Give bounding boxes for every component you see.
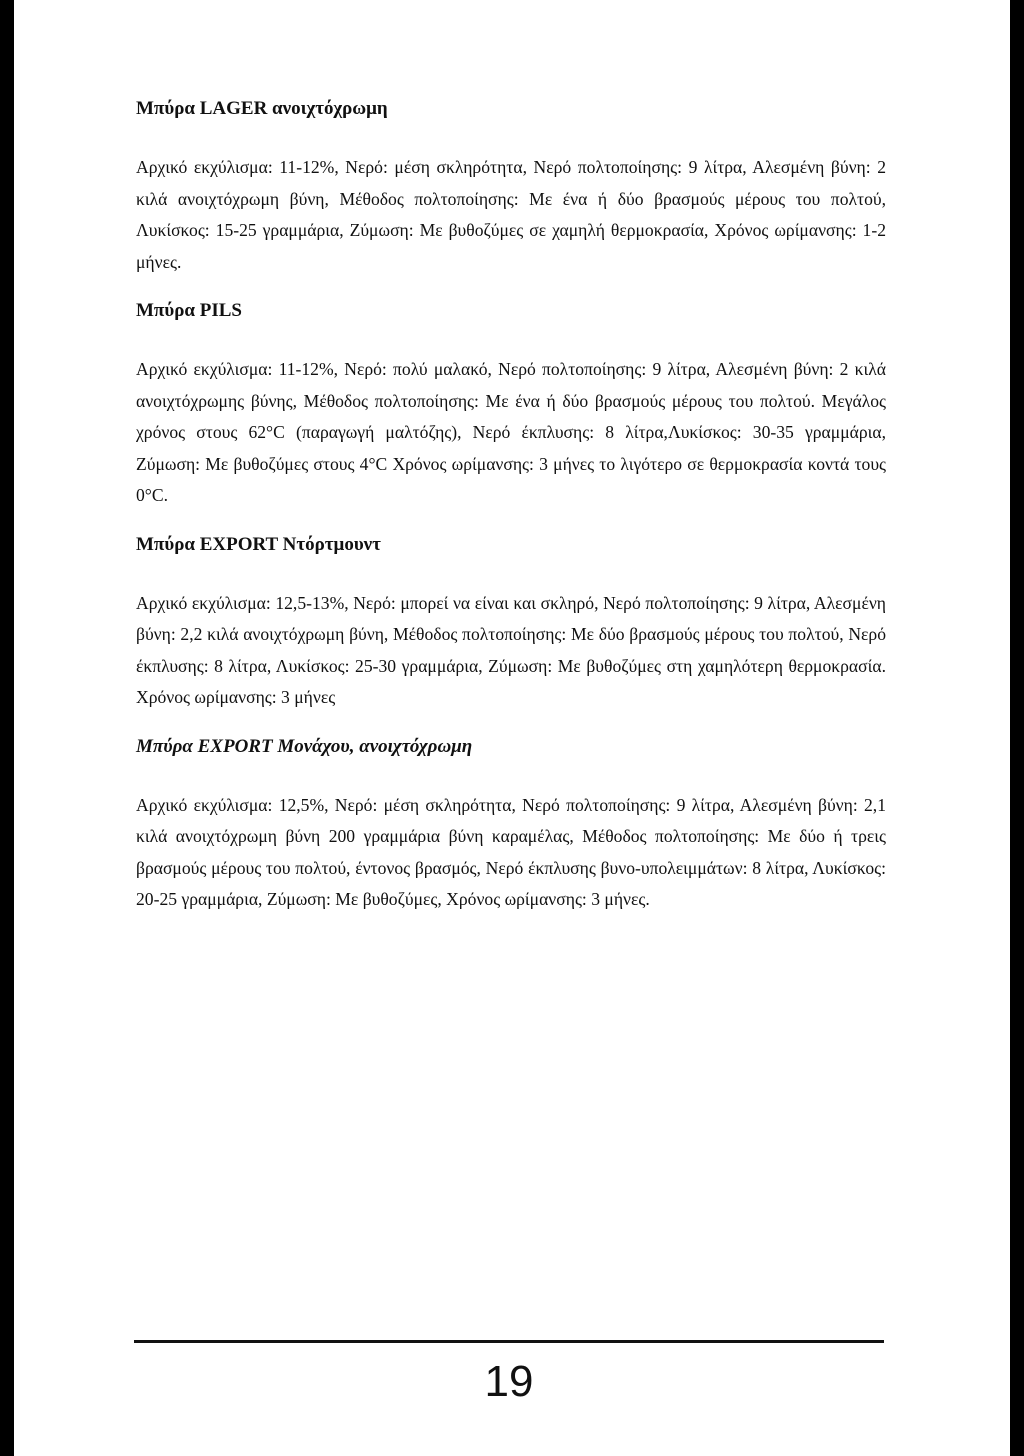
section-pils	[136, 298, 886, 512]
footer-divider	[134, 1340, 884, 1343]
document-page	[14, 0, 1010, 1456]
section-export-munich	[136, 734, 886, 916]
document-content	[136, 96, 886, 916]
section-body: Αρχικό εκχύλισμα: 11-12%, Νερό: πολύ μαλακό, Νερό πολτοποίησης: 9 λίτρα, Αλεσμένη βύνη: 2 κιλά ανοιχτόχρωμης βύνης, Μέθοδος πολτοποίησης: Με ένα ή δύο βρασμούς μέρους του πολτού. Μεγάλος χρόνος στους 62°C (παραγωγή μαλτόζης), Νερό έκπλυσης: 8 λίτρα,Λυκίσκος: 30-35 γραμμάρια, Ζύμωση: Με βυθοζύμες στους 4°C Χρόνος ωρίμανσης: 3 μήνες το λιγότερο σε θερμοκρασία κοντά τους 0°C.	[136, 359, 886, 505]
section-heading: Μπύρα EXPORT Ντόρτμουντ	[136, 533, 381, 555]
section-heading: Μπύρα PILS	[136, 300, 242, 321]
section-body: Αρχικό εκχύλισμα: 11-12%, Νερό: μέση σκληρότητα, Νερό πολτοποίησης: 9 λίτρα, Αλεσμένη βύνη: 2 κιλά ανοιχτόχρωμη βύνη, Μέθοδος πολτοποίησης: Με ένα ή δύο βρασμούς μέρους του πολτού, Λυκίσκος: 15-25 γραμμάρια, Ζύμωση: Με βυθοζύμες σε χαμηλή θερμοκρασία, Χρόνος ωρίμανσης: 1-2 μήνες.	[136, 157, 886, 272]
page-number: 19	[484, 1357, 534, 1406]
section-export-dortmund	[136, 532, 886, 714]
section-heading: Μπύρα EXPORT Μονάχου, ανοιχτόχρωμη	[136, 735, 473, 757]
section-lager	[136, 96, 886, 278]
section-body: Αρχικό εκχύλισμα: 12,5-13%, Νερό: μπορεί να είναι και σκληρό, Νερό πολτοποίησης: 9 λίτρα, Αλεσμένη βύνη: 2,2 κιλά ανοιχτόχρωμη βύνη, Μέθοδος πολτοποίησης: Με δύο βρασμούς μέρους του πολτού, Νερό έκπλυσης: 8 λίτρα, Λυκίσκος: 25-30 γραμμάρια, Ζύμωση: Με βυθοζύμες στη χαμηλότερη θερμοκρασία. Χρόνος ωρίμανσης: 3 μήνες	[136, 592, 886, 707]
section-heading: Μπύρα LAGER ανοιχτόχρωμη	[136, 98, 388, 119]
section-body: Αρχικό εκχύλισμα: 12,5%, Νερό: μέση σκληρότητα, Νερό πολτοποίησης: 9 λίτρα, Αλεσμένη βύνη: 2,1 κιλά ανοιχτόχρωμη βύνη 200 γραμμάρια βύνη καραμέλας, Μέθοδος πολτοποίησης: Με δύο ή τρεις βρασμούς μέρους του πολτού, έντονος βρασμός, Νερό έκπλυσης βυνο-υπολειμμάτων: 8 λίτρα, Λυκίσκος: 20-25 γραμμάρια, Ζύμωση: Με βυθοζύμες, Χρόνος ωρίμανσης: 3 μήνες.	[136, 794, 886, 909]
